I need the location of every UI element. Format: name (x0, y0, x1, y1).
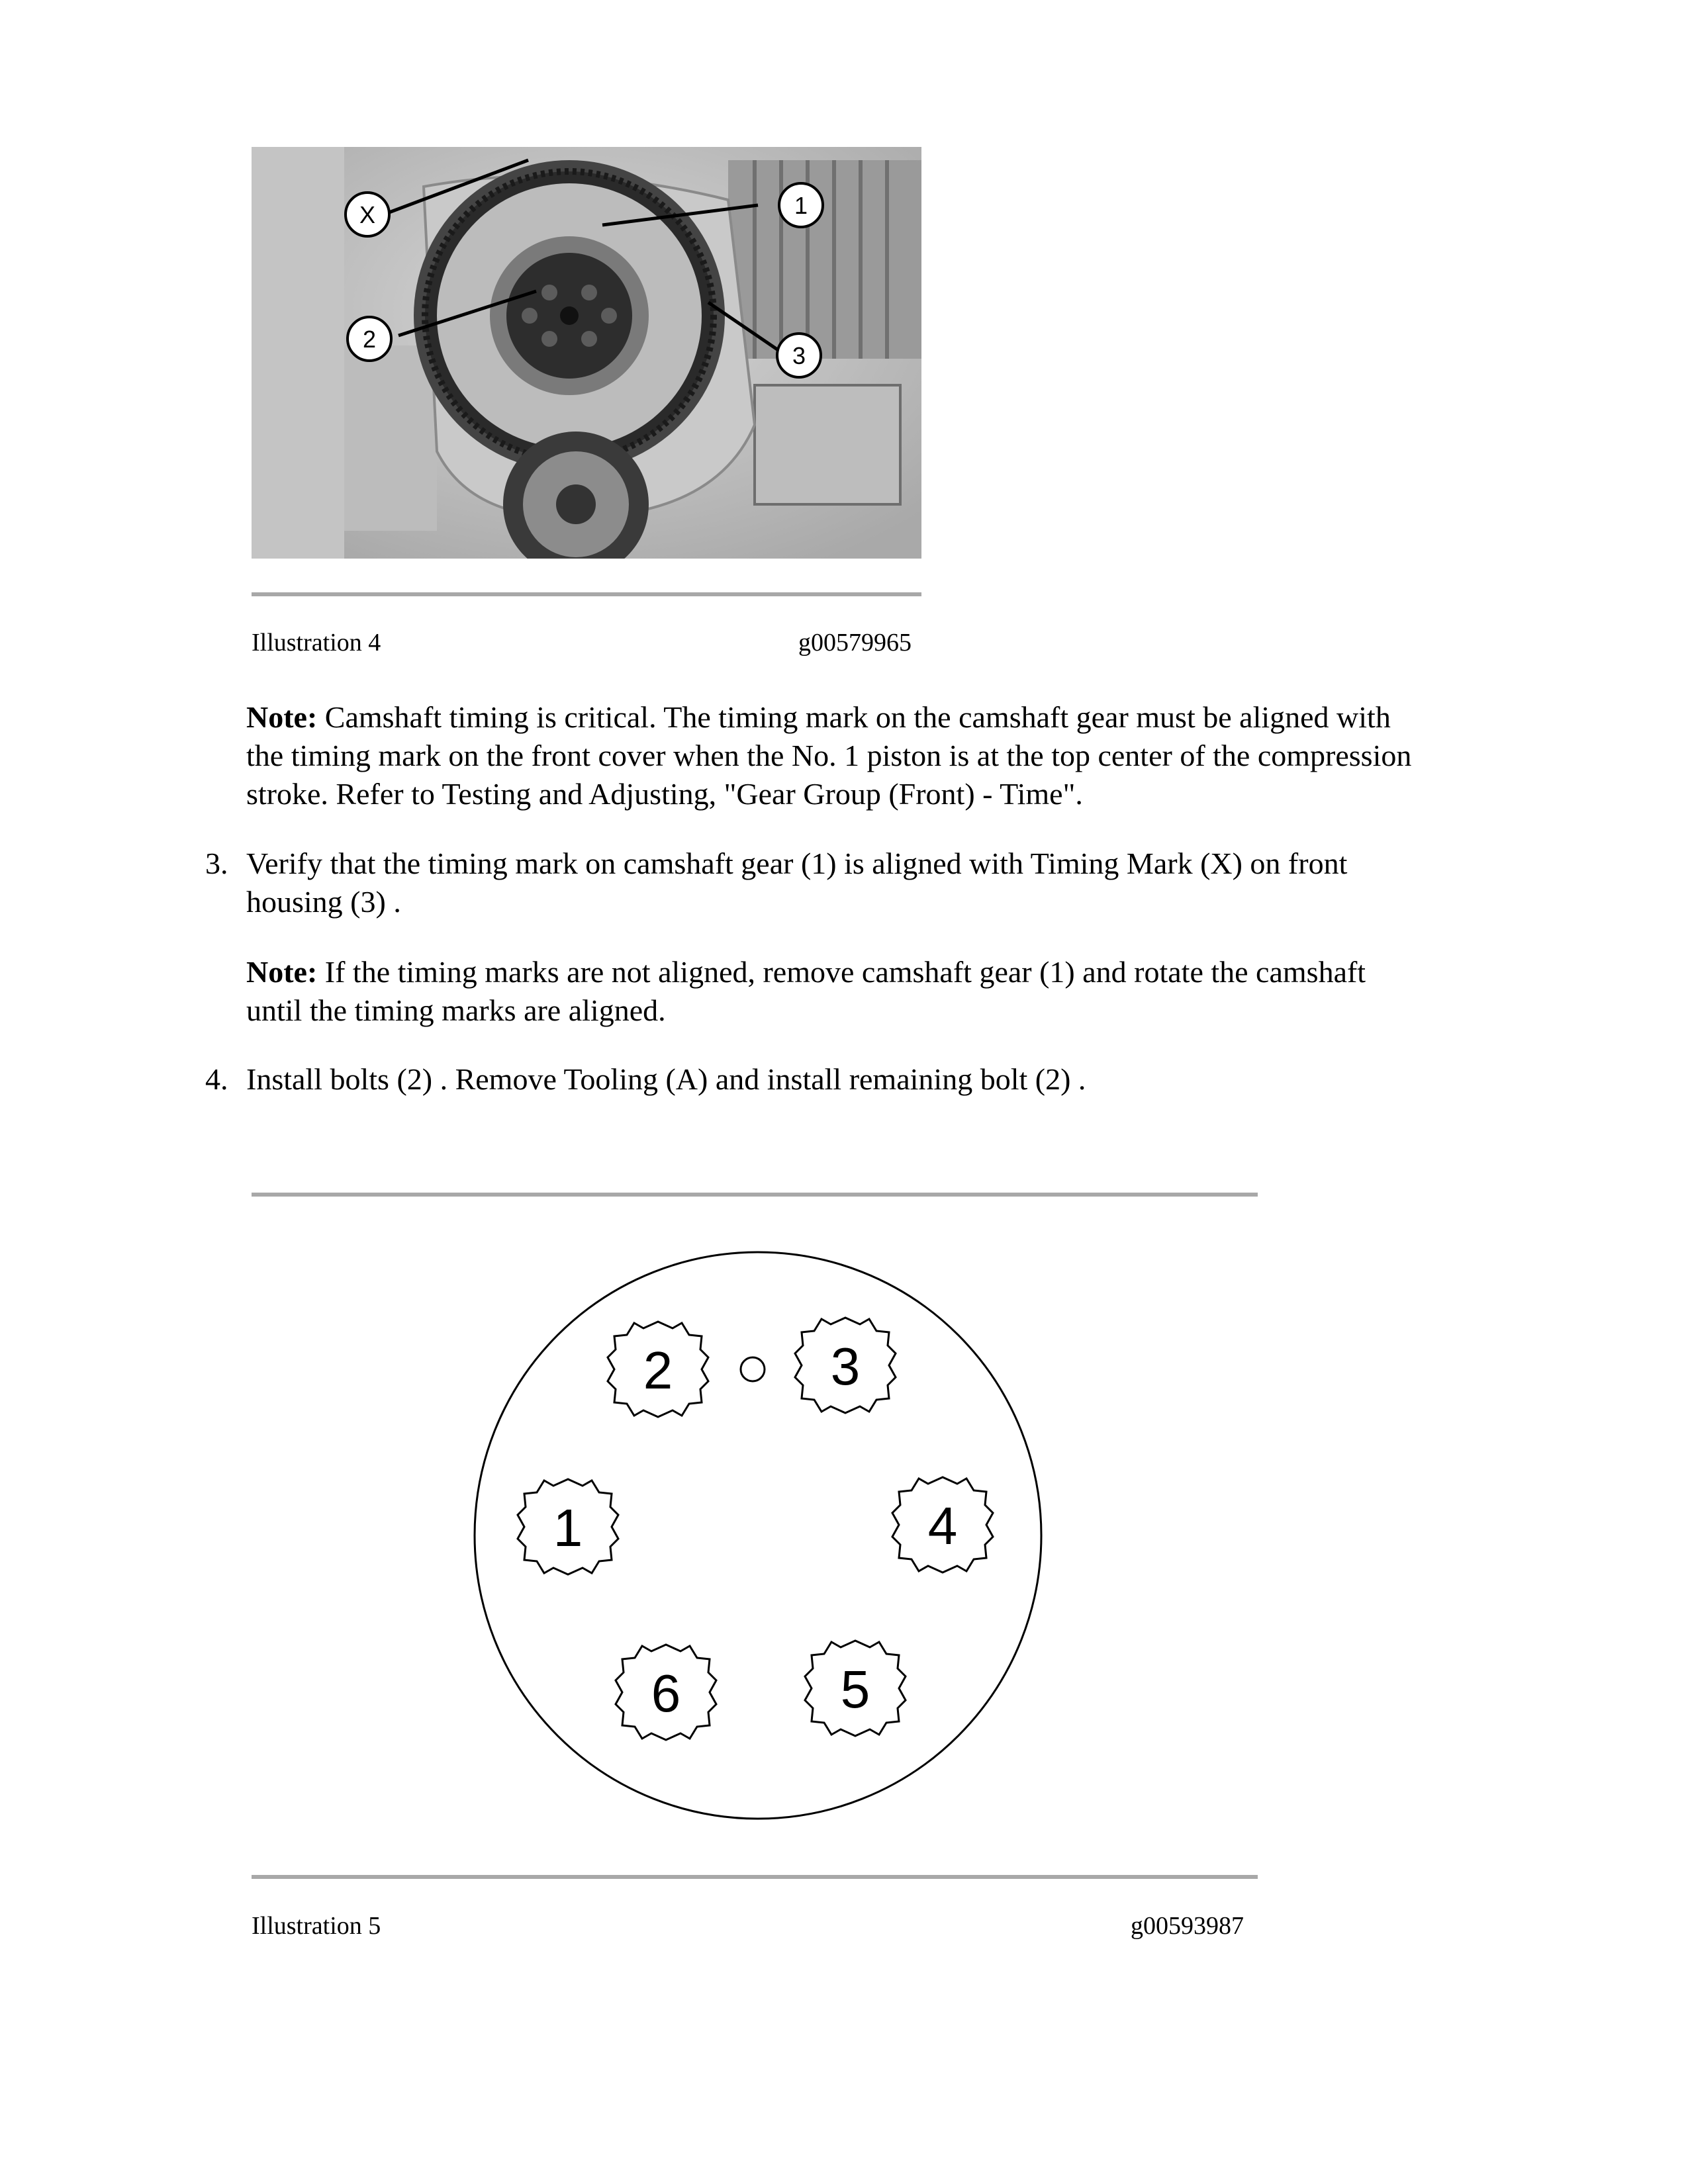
engine-front-photo (252, 147, 921, 559)
bolt-5 (805, 1641, 906, 1736)
note-camshaft-timing (246, 698, 1411, 813)
callout-3: 3 (792, 342, 806, 369)
note-line: If the timing marks are not aligned, remove camshaft gear (1) and rotate the camshaft (324, 955, 1366, 989)
note-line: Camshaft timing is critical. The timing mark on the camshaft gear must be aligned with (324, 700, 1391, 734)
bolt-3-label: 3 (830, 1337, 861, 1396)
bolt-2-label: 2 (643, 1341, 673, 1400)
callout-1: 1 (794, 192, 808, 219)
bolt-3 (795, 1318, 896, 1413)
bolt-5-label: 5 (840, 1660, 870, 1719)
bolt-1 (518, 1479, 618, 1574)
note-line: until the timing marks are aligned. (246, 993, 666, 1027)
step-line: housing (3) . (246, 885, 401, 919)
illustration-5-top-rule (252, 1193, 1258, 1197)
step-line: Verify that the timing mark on camshaft gear (1) is aligned with Timing Mark (X) on front (246, 846, 1348, 880)
bolt-4-label: 4 (927, 1496, 958, 1555)
illustration-4-code: g00579965 (798, 629, 912, 657)
step-3-text (246, 844, 1347, 921)
illustration-4-photo (252, 147, 921, 559)
callout-x: X (359, 201, 376, 228)
bolt-6 (616, 1645, 716, 1740)
bolt-2 (608, 1322, 708, 1417)
step-4-text: Install bolts (2) . Remove Tooling (A) and install remaining bolt (2) . (246, 1062, 1086, 1096)
note-line: the timing mark on the front cover when the No. 1 piston is at the top center of the compression (246, 739, 1412, 772)
bolt-sequence-diagram (463, 1238, 1059, 1833)
bolt-1-label: 1 (553, 1498, 583, 1557)
note-lead: Note: (246, 955, 318, 989)
bolt-4 (892, 1477, 993, 1572)
illustration-5-code: g00593987 (1131, 1912, 1244, 1940)
note-lead: Note: (246, 700, 318, 734)
dowel-hole (741, 1357, 765, 1381)
step-4-number: 4. (205, 1062, 228, 1096)
illustration-4-rule (252, 592, 921, 596)
step-3-number: 3. (205, 846, 228, 880)
illustration-5-label: Illustration 5 (252, 1912, 381, 1940)
illustration-5-bottom-rule (252, 1875, 1258, 1879)
illustration-4-label: Illustration 4 (252, 629, 381, 657)
bolt-6-label: 6 (651, 1664, 681, 1723)
note-timing-marks (246, 953, 1366, 1030)
note-line: stroke. Refer to Testing and Adjusting, "Gear Group (Front) - Time". (246, 777, 1083, 811)
callout-2: 2 (362, 326, 377, 353)
